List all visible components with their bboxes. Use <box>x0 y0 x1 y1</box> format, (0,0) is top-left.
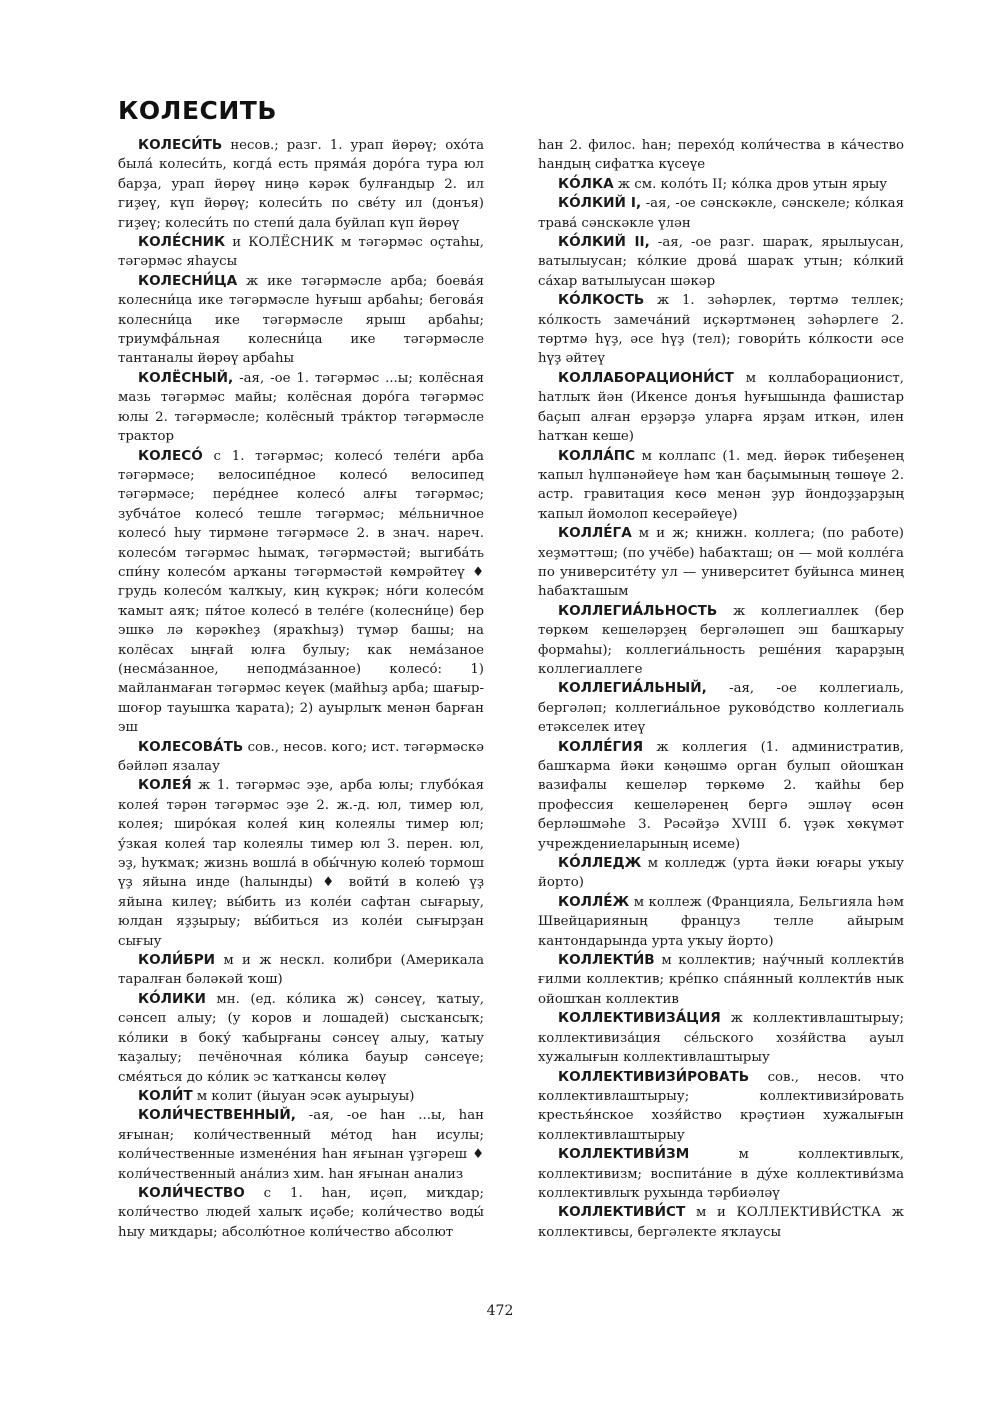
headword: КОЛЛЕ́Ж <box>558 893 630 910</box>
definition: м коллективлыҡ, коллективизм; воспита́ние в ду́хе коллективи́зма коллективлыҡ рухында тәрбиәләү <box>538 1147 904 1201</box>
headword: КОЛЛЕКТИВИЗА́ЦИЯ <box>558 1010 721 1027</box>
headword: КОЛЕЯ́ <box>138 777 192 794</box>
definition: ж коллегия (1. административ, башҡарма йәки кәңәшмә орган булып ойошҡан вазифалы кешеләр төркөмө 2. ҡайһы бер профессия кешеләренең бергә эшләү өсөн берләшмәһе 3. Рәсәйҙә XVIII б. үҙәк хөкүмәт учреждениеларының исеме) <box>538 739 904 852</box>
entry <box>118 447 484 738</box>
entry <box>538 1009 904 1067</box>
headword: КОЛЛЕ́ГИЯ <box>558 738 644 755</box>
definition: һан 2. филос. һан; перехо́д коли́чества в ка́чество һандың сифатҡа күсеүе <box>538 138 904 173</box>
page-title: КОЛЕСИТЬ <box>118 96 277 125</box>
entry <box>538 679 904 737</box>
definition: м коллектив; нау́чный коллекти́в ғилми коллектив; кре́пко спа́янный коллекти́в нык ойошҡан коллектив <box>538 953 904 1007</box>
definition: -ая, -ое һан ...ы, һан яғынан; коли́чественный ме́тод һан исулы; коли́чественные измене́ния һан яғынан үҙгәреш ♦ коли́чественный ана́лиз хим. һан яғынан анализ <box>118 1108 484 1182</box>
definition: с 1. тәгәрмәс; колесо́ теле́ги арба тәгәрмәсе; велосипе́дное колесо́ велосипед тәгәрмәсе; пере́днее колесо́ алғы тәгәрмәс; зубча́тое колесо́ тешле тәгәрмәс; ме́льничное колесо́ һыу тирмәне тәгәрмәсе 2. в знач. нареч. колесо́м тәгәрмәс һымаҡ, тәгәрмәстәй; выгиба́ть спи́ну колесо́м арҡаны тәгәрмәстәй көмрәйтеү ♦ грудь колесо́м ҡалҡыу, киң күкрәк; но́ги колесо́м ҡамыт аяҡ; пя́тое колесо́ в теле́ге (колесни́це) бер эшкә лә кәрәкһеҙ (яраҡһыҙ) түмәр башы; на колёсах ыңғай юлға булыу; как нема́заное (несма́занное, неподма́занное) колесо́: 1) майланмаған тәгәрмәс кеүек (майһыҙ арба; шағыр-шоғор тауышҡа ҡарата); 2) ауырлыҡ менән барған эш <box>118 448 484 736</box>
entry <box>118 951 484 990</box>
headword: КО́ЛКИЙ I, <box>558 195 642 212</box>
definition: -ая, -ое коллегиаль, бергәләп; коллегиа́льное руково́дство коллегиаль етәкселек итеү <box>538 681 904 736</box>
headword: КОЛИ́БРИ <box>138 952 216 969</box>
definition: с 1. һан, иҫәп, миҡдар; коли́чество людей́ халыҡ иҫәбе; коли́чество воды́ һыу миҡдары; абсолю́тное коли́чество абсолют <box>118 1185 484 1240</box>
entry-continuation <box>538 136 904 175</box>
headword: КОЛЕСОВА́ТЬ <box>138 738 244 755</box>
definition: -ая, -ое разг. шараҡ, ярылыусан, ватылыусан; ко́лкие дрова́ шараҡ утын; ко́лкий са́хар ватылыусан шәкәр <box>538 235 904 289</box>
definition: ж 1. зәһәрлек, төртмә теллек; ко́лкость замеча́ний иҫкәртмәнең зәһәрлеге 2. төртмә һүҙ, әсе һүҙ (тел); говори́ть ко́лкости әсе һүҙ әйтеү <box>538 293 904 367</box>
entry <box>538 194 904 233</box>
headword: КОЛЛЕКТИ́В <box>558 952 655 969</box>
headword: КОЛЛЕКТИВИЗИ́РОВАТЬ <box>558 1068 750 1085</box>
definition: м коллапс (1. мед. йөрәк тибеşенең ҡапыл һүлпәнәйеүе һәм ҡан баҫымының төшөүе 2. астр. гравитация көсө менән ҙур йондоҙҙарҙың ҡапыл йомолоп кесерәйеүе) <box>538 448 904 522</box>
definition: м коллаборационист, һатлыҡ йән (Икенсе донъя һуғышында фашистар баҫып алған ерҙәрҙә уларға ярҙам иткән, илен һатҡан кеше) <box>538 370 904 445</box>
entry <box>118 1106 484 1184</box>
definition: -ая, -ое сәнскәкле, сәнскеле; ко́лкая трава́ сәнскәкле үлән <box>538 196 905 231</box>
definition: ж см. коло́ть II; ко́лка дров утын ярыу <box>613 176 888 192</box>
definition: м и ж нескл. колибри (Америкала таралған бәләкәй ҡош) <box>118 953 484 988</box>
headword: КО́ЛЛЕДЖ <box>558 855 642 872</box>
headword: КОЛИ́Т <box>138 1087 193 1104</box>
entry <box>118 233 484 272</box>
page-number: 472 <box>486 1303 514 1319</box>
entry <box>538 291 904 369</box>
headword: КОЛЛЕГИА́ЛЬНОСТЬ <box>558 602 718 619</box>
definition: м и КОЛЛЕКТИВИ́СТКА ж коллективсы, бергәлекте яҡлаусы <box>538 1205 904 1240</box>
entry <box>538 602 904 680</box>
headword: КОЛЕ́СНИК <box>138 234 226 251</box>
headword: КО́ЛКА <box>558 175 614 192</box>
entry <box>538 951 904 1009</box>
headword: КОЛЛЕГИА́ЛЬНЫЙ, <box>558 680 707 697</box>
entry <box>538 233 904 291</box>
headword: КОЛЛЕКТИВИ́ЗМ <box>558 1146 690 1163</box>
left-column <box>118 136 484 1242</box>
entry <box>118 369 484 447</box>
headword: КОЛЕСНИ́ЦА <box>138 272 238 289</box>
headword: КОЛЁСНЫЙ, <box>138 369 234 386</box>
definition: м и ж; книжн. коллега; (по работе) хеҙмәттәш; (по учёбе) һабаҡташ; он — мой колле́га по университе́ту ул — университет буйынса минең һабаҡташым <box>538 526 904 600</box>
entry <box>118 776 484 951</box>
entry <box>118 272 484 369</box>
entry <box>538 524 904 602</box>
entry <box>118 1087 484 1106</box>
definition: м колит (йыуан эсәк ауырыуы) <box>192 1088 415 1104</box>
entry <box>538 1068 904 1146</box>
entry <box>538 175 904 194</box>
definition: м коллеж (Францияла, Бельгияла һәм Швейцарияның француз телле айырым кантондарында урта уҡыу йорто) <box>538 894 904 949</box>
entry <box>118 1184 484 1242</box>
definition: ж 1. тәгәрмәс эҙе, арба юлы; глубо́кая колея́ тәрән тәгәрмәс эҙе 2. ж.-д. юл, тимер юл, колея; широ́кая колея́ киң колеялы тимер юл; у́зкая колея́ тар колеялы тимер юл 3. перен. юл, эҙ, һуҡмаҡ; жизнь вошла́ в обы́чную колею́ тормош үҙ яйына инде (һалынды) ♦ войти́ в колею́ үҙ яйына килеү; вы́бить из коле́и сафтан сығарыу, юлдан яҙҙырыу; вы́биться из коле́и сығырҙан сығыу <box>118 778 484 949</box>
entry <box>118 136 484 233</box>
entry <box>118 738 484 777</box>
entry <box>538 1203 904 1242</box>
headword: КОЛИ́ЧЕСТВО <box>138 1184 245 1201</box>
headword: КОЛЛЕКТИВИ́СТ <box>558 1204 686 1221</box>
headword: КОЛЛАБОРАЦИОНИ́СТ <box>558 369 734 386</box>
entry <box>538 854 904 893</box>
definition: ж ике тәгәрмәсле арба; боева́я колесни́ца ике тәгәрмәсле һуғыш арбаһы; бегова́я колесни́ца ике тәгәрмәсле ярыш арбаһы; триумфа́льная колесни́ца ике тәгәрмәсле тантаналы йөрөү арбаһы <box>118 273 484 367</box>
headword: КОЛЕСИ́ТЬ <box>138 137 223 153</box>
entry <box>538 738 904 854</box>
definition: м колледж (урта йәки юғары уҡыу йорто) <box>538 856 904 891</box>
definition: мн. (ед. ко́лика ж) сәнсеү, ҡатыу, сәнсеп алыу; (у коров и лошадей) сысҡансыҡ; ко́лики в боку́ ҡабырғаны сәнсеү алыу, ҡатыу ҡаҙалыу; печёночная ко́лика бауыр сәнсеүе; сме́яться до ко́лик эс ҡатҡансы көлөү <box>118 991 484 1085</box>
definition: ж коллегиаллек (бер төркөм кешеләрҙең бергәләшеп эш башҡарыу формаһы); коллегиа́льность реше́ния ҡарарҙың коллегиаллеге <box>538 603 904 677</box>
definition: и КОЛЁСНИК м тәгәрмәс оҫтаһы, тәгәрмәс яһаусы <box>118 235 484 270</box>
headword: КОЛЛЕ́ГА <box>558 525 632 542</box>
headword: КО́ЛКИЙ II, <box>558 234 650 251</box>
headword: КОЛЛА́ПС <box>558 447 636 464</box>
definition: сов., несов. что коллективлаштырыу; коллективизи́ровать крестья́нское хозя́йство крәҫтиән хужалығын коллективлаштырыу <box>538 1069 904 1143</box>
definition: -ая, -ое 1. тәгәрмәс ...ы; колёсная мазь тәгәрмәс майы; колёсная доро́га тәгәрмәс юлы 2. тәгәрмәсле; колёсный тра́ктор тәгәрмәсле трактор <box>118 370 484 445</box>
entry <box>538 893 904 951</box>
headword: КОЛИ́ЧЕСТВЕННЫЙ, <box>138 1107 296 1124</box>
headword: КО́ЛКОСТЬ <box>558 292 645 309</box>
entry <box>538 369 904 447</box>
entry <box>538 447 904 525</box>
definition: несов.; разг. 1. урап йөрөү; охо́та была́ колеси́ть, когда́ есть пряма́я доро́га тура юл барҙа, урап йөрөү ниңә кәрәк булғандыр 2. ил гиҙеү, күп йөрөү; колеси́ть по све́ту ил (донъя) гиҙеү; колеси́ть по степи́ дала буйлап күп йөрөү <box>118 138 484 231</box>
entry <box>538 1145 904 1203</box>
headword: КО́ЛИКИ <box>138 990 206 1007</box>
headword: КОЛЕСО́ <box>138 447 203 464</box>
right-column <box>538 136 904 1242</box>
definition: ж коллективлаштырыу; коллективиза́ция се́льского хозя́йства ауыл хужалығын коллективлаштырыу <box>538 1011 904 1066</box>
definition: сов., несов. кого; ист. тәгәрмәскә бәйләп язалау <box>118 739 484 774</box>
entry <box>118 990 484 1087</box>
